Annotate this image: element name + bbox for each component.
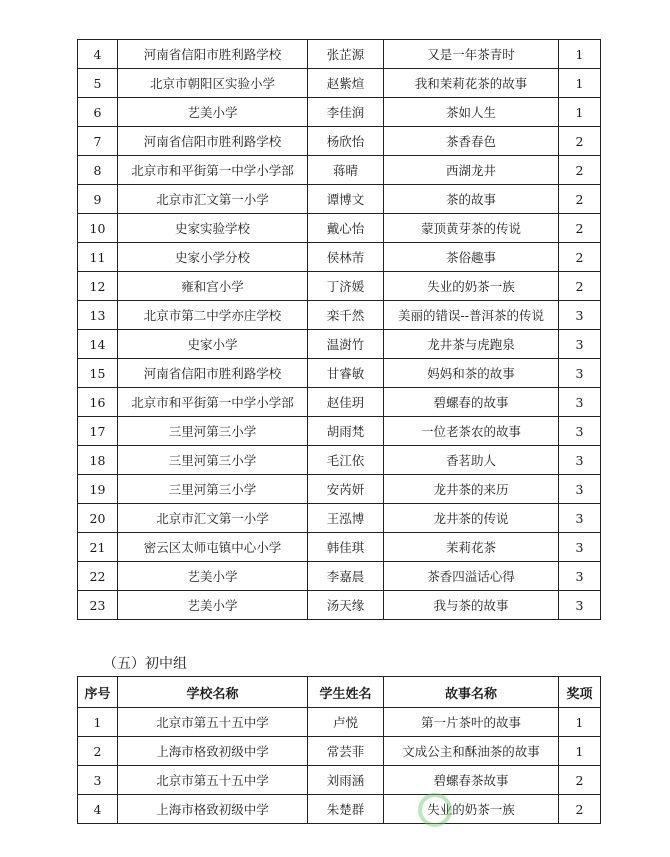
cell-story: 龙井茶的来历	[384, 475, 559, 504]
watermark-stamp	[418, 793, 452, 827]
cell-award: 2	[559, 127, 601, 156]
cell-no: 16	[78, 388, 118, 417]
cell-no: 17	[78, 417, 118, 446]
cell-student: 温澍竹	[308, 330, 384, 359]
cell-student: 李佳润	[308, 98, 384, 127]
cell-school: 艺美小学	[118, 562, 308, 591]
table-row	[78, 156, 601, 185]
cell-award: 3	[559, 591, 601, 620]
cell-school: 北京市朝阳区实验小学	[118, 69, 308, 98]
cell-student: 安芮妍	[308, 475, 384, 504]
cell-story: 西湖龙井	[384, 156, 559, 185]
cell-award: 1	[559, 98, 601, 127]
cell-story: 一位老茶农的故事	[384, 417, 559, 446]
cell-award: 2	[559, 156, 601, 185]
cell-school: 艺美小学	[118, 591, 308, 620]
cell-student: 汤天缘	[308, 591, 384, 620]
cell-no: 5	[78, 69, 118, 98]
cell-story: 蒙顶黄芽茶的传说	[384, 214, 559, 243]
table-row	[78, 40, 601, 69]
table-row	[78, 98, 601, 127]
cell-no: 4	[78, 795, 118, 824]
cell-school: 河南省信阳市胜利路学校	[118, 127, 308, 156]
cell-award: 2	[559, 766, 601, 795]
cell-student: 蒋晴	[308, 156, 384, 185]
cell-school: 河南省信阳市胜利路学校	[118, 40, 308, 69]
cell-story: 失业的奶茶一族	[384, 272, 559, 301]
cell-student: 韩佳琪	[308, 533, 384, 562]
cell-student: 谭博文	[308, 185, 384, 214]
cell-no: 23	[78, 591, 118, 620]
table-row	[78, 127, 601, 156]
cell-school: 史家小学分校	[118, 243, 308, 272]
cell-student: 卢悦	[308, 708, 384, 737]
table-row	[78, 388, 601, 417]
cell-student: 甘睿敏	[308, 359, 384, 388]
cell-award: 3	[559, 475, 601, 504]
cell-student: 栾千然	[308, 301, 384, 330]
cell-award: 2	[559, 214, 601, 243]
cell-school: 密云区太师屯镇中心小学	[118, 533, 308, 562]
table-row	[78, 330, 601, 359]
cell-award: 3	[559, 533, 601, 562]
cell-story: 茶香四溢话心得	[384, 562, 559, 591]
cell-student: 侯林芾	[308, 243, 384, 272]
table-row	[78, 301, 601, 330]
cell-school: 北京市和平街第一中学小学部	[118, 388, 308, 417]
cell-school: 北京市和平街第一中学小学部	[118, 156, 308, 185]
cell-award: 2	[559, 795, 601, 824]
table-row	[78, 359, 601, 388]
cell-student: 朱楚群	[308, 795, 384, 824]
cell-school: 三里河第三小学	[118, 446, 308, 475]
cell-student: 李嘉晨	[308, 562, 384, 591]
cell-school: 史家小学	[118, 330, 308, 359]
cell-award: 3	[559, 562, 601, 591]
cell-school: 北京市第五十五中学	[118, 708, 308, 737]
cell-story: 香茗助人	[384, 446, 559, 475]
cell-school: 上海市格致初级中学	[118, 737, 308, 766]
cell-school: 北京市第五十五中学	[118, 766, 308, 795]
cell-no: 21	[78, 533, 118, 562]
cell-student: 毛江依	[308, 446, 384, 475]
cell-school: 河南省信阳市胜利路学校	[118, 359, 308, 388]
cell-story: 第一片茶叶的故事	[384, 708, 559, 737]
cell-story: 美丽的错误--普洱茶的传说	[384, 301, 559, 330]
header-no: 序号	[78, 677, 118, 708]
table-row	[78, 243, 601, 272]
cell-no: 2	[78, 737, 118, 766]
cell-school: 北京市第二中学亦庄学校	[118, 301, 308, 330]
cell-school: 史家实验学校	[118, 214, 308, 243]
cell-student: 杨欣怡	[308, 127, 384, 156]
cell-no: 12	[78, 272, 118, 301]
cell-story: 又是一年茶青时	[384, 40, 559, 69]
cell-story: 茶如人生	[384, 98, 559, 127]
cell-story: 碧螺春的故事	[384, 388, 559, 417]
table-row	[78, 69, 601, 98]
cell-student: 赵紫煊	[308, 69, 384, 98]
cell-story: 茶俗趣事	[384, 243, 559, 272]
header-school: 学校名称	[118, 677, 308, 708]
cell-no: 10	[78, 214, 118, 243]
cell-no: 14	[78, 330, 118, 359]
cell-no: 20	[78, 504, 118, 533]
table-row	[78, 533, 601, 562]
cell-award: 3	[559, 417, 601, 446]
cell-no: 4	[78, 40, 118, 69]
cell-student: 丁济媛	[308, 272, 384, 301]
cell-award: 2	[559, 272, 601, 301]
table-row	[78, 446, 601, 475]
cell-award: 3	[559, 504, 601, 533]
table-row	[78, 795, 601, 824]
table-row	[78, 475, 601, 504]
header-story: 故事名称	[384, 677, 559, 708]
cell-school: 上海市格致初级中学	[118, 795, 308, 824]
cell-no: 1	[78, 708, 118, 737]
cell-award: 1	[559, 708, 601, 737]
cell-no: 13	[78, 301, 118, 330]
table-row	[78, 708, 601, 737]
cell-award: 2	[559, 185, 601, 214]
cell-student: 赵佳玥	[308, 388, 384, 417]
cell-story: 我与茶的故事	[384, 591, 559, 620]
cell-story: 文成公主和酥油茶的故事	[384, 737, 559, 766]
cell-no: 8	[78, 156, 118, 185]
table-row	[78, 417, 601, 446]
cell-student: 张芷源	[308, 40, 384, 69]
table-row	[78, 504, 601, 533]
cell-school: 三里河第三小学	[118, 475, 308, 504]
cell-no: 6	[78, 98, 118, 127]
cell-student: 常芸菲	[308, 737, 384, 766]
cell-award: 1	[559, 737, 601, 766]
section-heading-junior-high: （五）初中组	[103, 656, 187, 672]
cell-story: 茶的故事	[384, 185, 559, 214]
table-row	[78, 766, 601, 795]
cell-no: 19	[78, 475, 118, 504]
cell-story: 妈妈和茶的故事	[384, 359, 559, 388]
cell-no: 11	[78, 243, 118, 272]
cell-no: 18	[78, 446, 118, 475]
cell-student: 王泓博	[308, 504, 384, 533]
table-row	[78, 214, 601, 243]
cell-no: 3	[78, 766, 118, 795]
cell-no: 9	[78, 185, 118, 214]
results-table-junior-high	[77, 676, 601, 824]
cell-no: 15	[78, 359, 118, 388]
cell-student: 胡雨梵	[308, 417, 384, 446]
cell-school: 三里河第三小学	[118, 417, 308, 446]
cell-no: 7	[78, 127, 118, 156]
cell-story: 碧螺春茶故事	[384, 766, 559, 795]
cell-award: 2	[559, 243, 601, 272]
cell-story: 龙井茶与虎跑泉	[384, 330, 559, 359]
cell-award: 1	[559, 40, 601, 69]
cell-story: 我和茉莉花茶的故事	[384, 69, 559, 98]
cell-award: 3	[559, 330, 601, 359]
cell-school: 艺美小学	[118, 98, 308, 127]
cell-story: 龙井茶的传说	[384, 504, 559, 533]
cell-story: 茶香春色	[384, 127, 559, 156]
table-row	[78, 272, 601, 301]
junior-high-table-body	[78, 708, 601, 824]
cell-student: 戴心怡	[308, 214, 384, 243]
cell-award: 3	[559, 388, 601, 417]
cell-award: 3	[559, 446, 601, 475]
cell-school: 雍和宫小学	[118, 272, 308, 301]
table-header	[78, 677, 601, 708]
cell-school: 北京市汇文第一小学	[118, 504, 308, 533]
table-row	[78, 185, 601, 214]
cell-school: 北京市汇文第一小学	[118, 185, 308, 214]
results-table-primary	[77, 39, 601, 620]
header-award: 奖项	[559, 677, 601, 708]
cell-award: 1	[559, 69, 601, 98]
cell-story: 茉莉花茶	[384, 533, 559, 562]
cell-no: 22	[78, 562, 118, 591]
table-row	[78, 737, 601, 766]
table-row	[78, 562, 601, 591]
cell-student: 刘雨涵	[308, 766, 384, 795]
header-row	[78, 677, 601, 708]
results-table-body	[78, 40, 601, 620]
cell-story: 失业的奶茶一族	[384, 795, 559, 824]
cell-award: 3	[559, 301, 601, 330]
cell-award: 3	[559, 359, 601, 388]
header-student: 学生姓名	[308, 677, 384, 708]
table-row	[78, 591, 601, 620]
